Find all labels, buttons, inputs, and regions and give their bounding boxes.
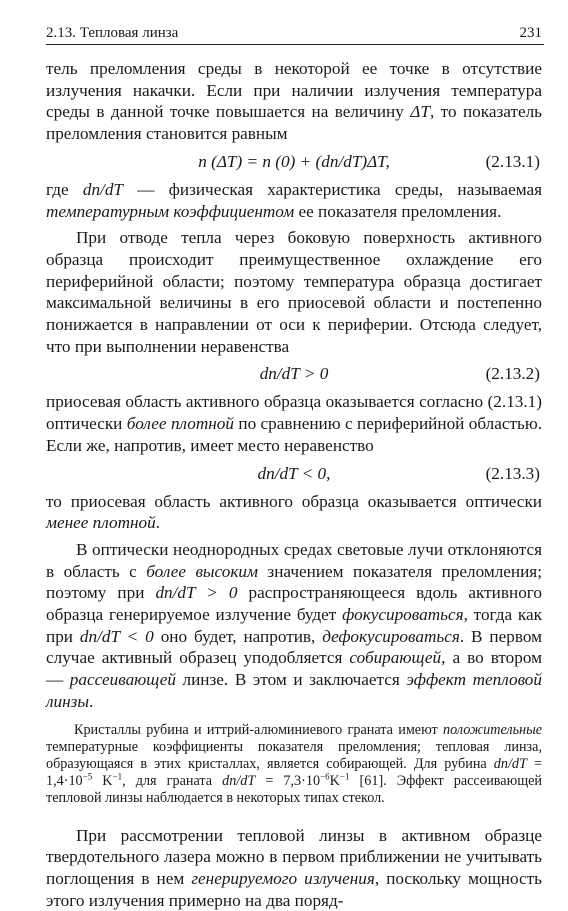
equation-number: (2.13.2) (485, 364, 540, 384)
paragraph-6: В оптически неоднородных средах световые лучи отклоняются в область с более высоким значением показателя преломления; поэтому при dn/dT > 0 распространяющееся вдоль активного образца генерируемое излучение будет фокусироваться, тогда как при dn/dT < 0 оно будет, напротив, дефокусироваться. В первом случае активный образец уподобляется собирающей, а во втором — рассеивающей линзе. В этом и заключается эффект тепловой линзы. (46, 539, 543, 711)
running-header (46, 20, 544, 45)
paragraph-4: приосевая область активного образца оказывается согласно (2.13.1) оптически более плотной по сравнению с периферийной областью. Если же, напротив, имеет место неравенство (46, 392, 542, 455)
equation-number: (2.13.3) (485, 463, 540, 483)
equation-2-13-2 (46, 363, 542, 385)
paragraph-3: При отводе тепла через боковую поверхность активного образца происходит преимущественное охлаждение его периферийной области; поэтому температура образца достигает максимальной величины в его приосевой области и постепенно понижается в направлении от оси к периферии. Отсюда следует, что при выполнении неравенства (46, 228, 542, 356)
equation-formula: dn/dT < 0, (257, 463, 331, 483)
paragraph-5: то приосевая область активного образца оказывается оптически менее плотной. (46, 491, 542, 533)
small-print-note: Кристаллы рубина и иттрий-алюминиевого граната имеют положительные температурные коэффициенты показателя преломления; тепловая линза, образующаяся в этих кристаллах, является собирающей. Для рубина $dn/dT = 1,4\cdot 10^{-5}$ $K^{-1}$, для граната $dn/dT = 7,3\cdot 10^{-6}K^{-1}$ [61]. Эффект рассеивающей тепловой линзы наблюдается в некоторых типах стекол. (46, 721, 543, 807)
equation-formula: dn/dT > 0 (259, 364, 329, 384)
page-body (46, 58, 542, 911)
delta-t: ΔT (410, 102, 430, 122)
equation-2-13-1 (46, 151, 542, 173)
equation-formula: n (ΔT) = n (0) + (dn/dT)ΔT, (198, 151, 390, 171)
paragraph-7: При рассмотрении тепловой линзы в активном образце твердотельного лазера можно в первом приближении не учитывать поглощения в нем генерируемого излучения, поскольку мощность этого излучения примерно на два поряд- (46, 825, 542, 910)
paragraph-1: тель преломления среды в некоторой ее точке в отсутствие излучения накачки. Если при наличии излучения температура среды в данной точке повышается на величину ΔT, то показатель преломления становится равным (46, 59, 542, 144)
equation-2-13-3 (46, 463, 542, 485)
equation-number: (2.13.1) (485, 151, 540, 171)
term-temperature-coefficient: температурным коэффициентом (46, 201, 295, 221)
paragraph-2: где dn/dT — физическая характеристика среды, называемая температурным коэффициентом ее показателя преломления. (46, 179, 542, 221)
term-thermal-lens-effect: эффект тепловой линзы (46, 670, 542, 711)
page-number: 231 (519, 25, 542, 41)
section-title: 2.13. Тепловая линза (46, 25, 179, 41)
